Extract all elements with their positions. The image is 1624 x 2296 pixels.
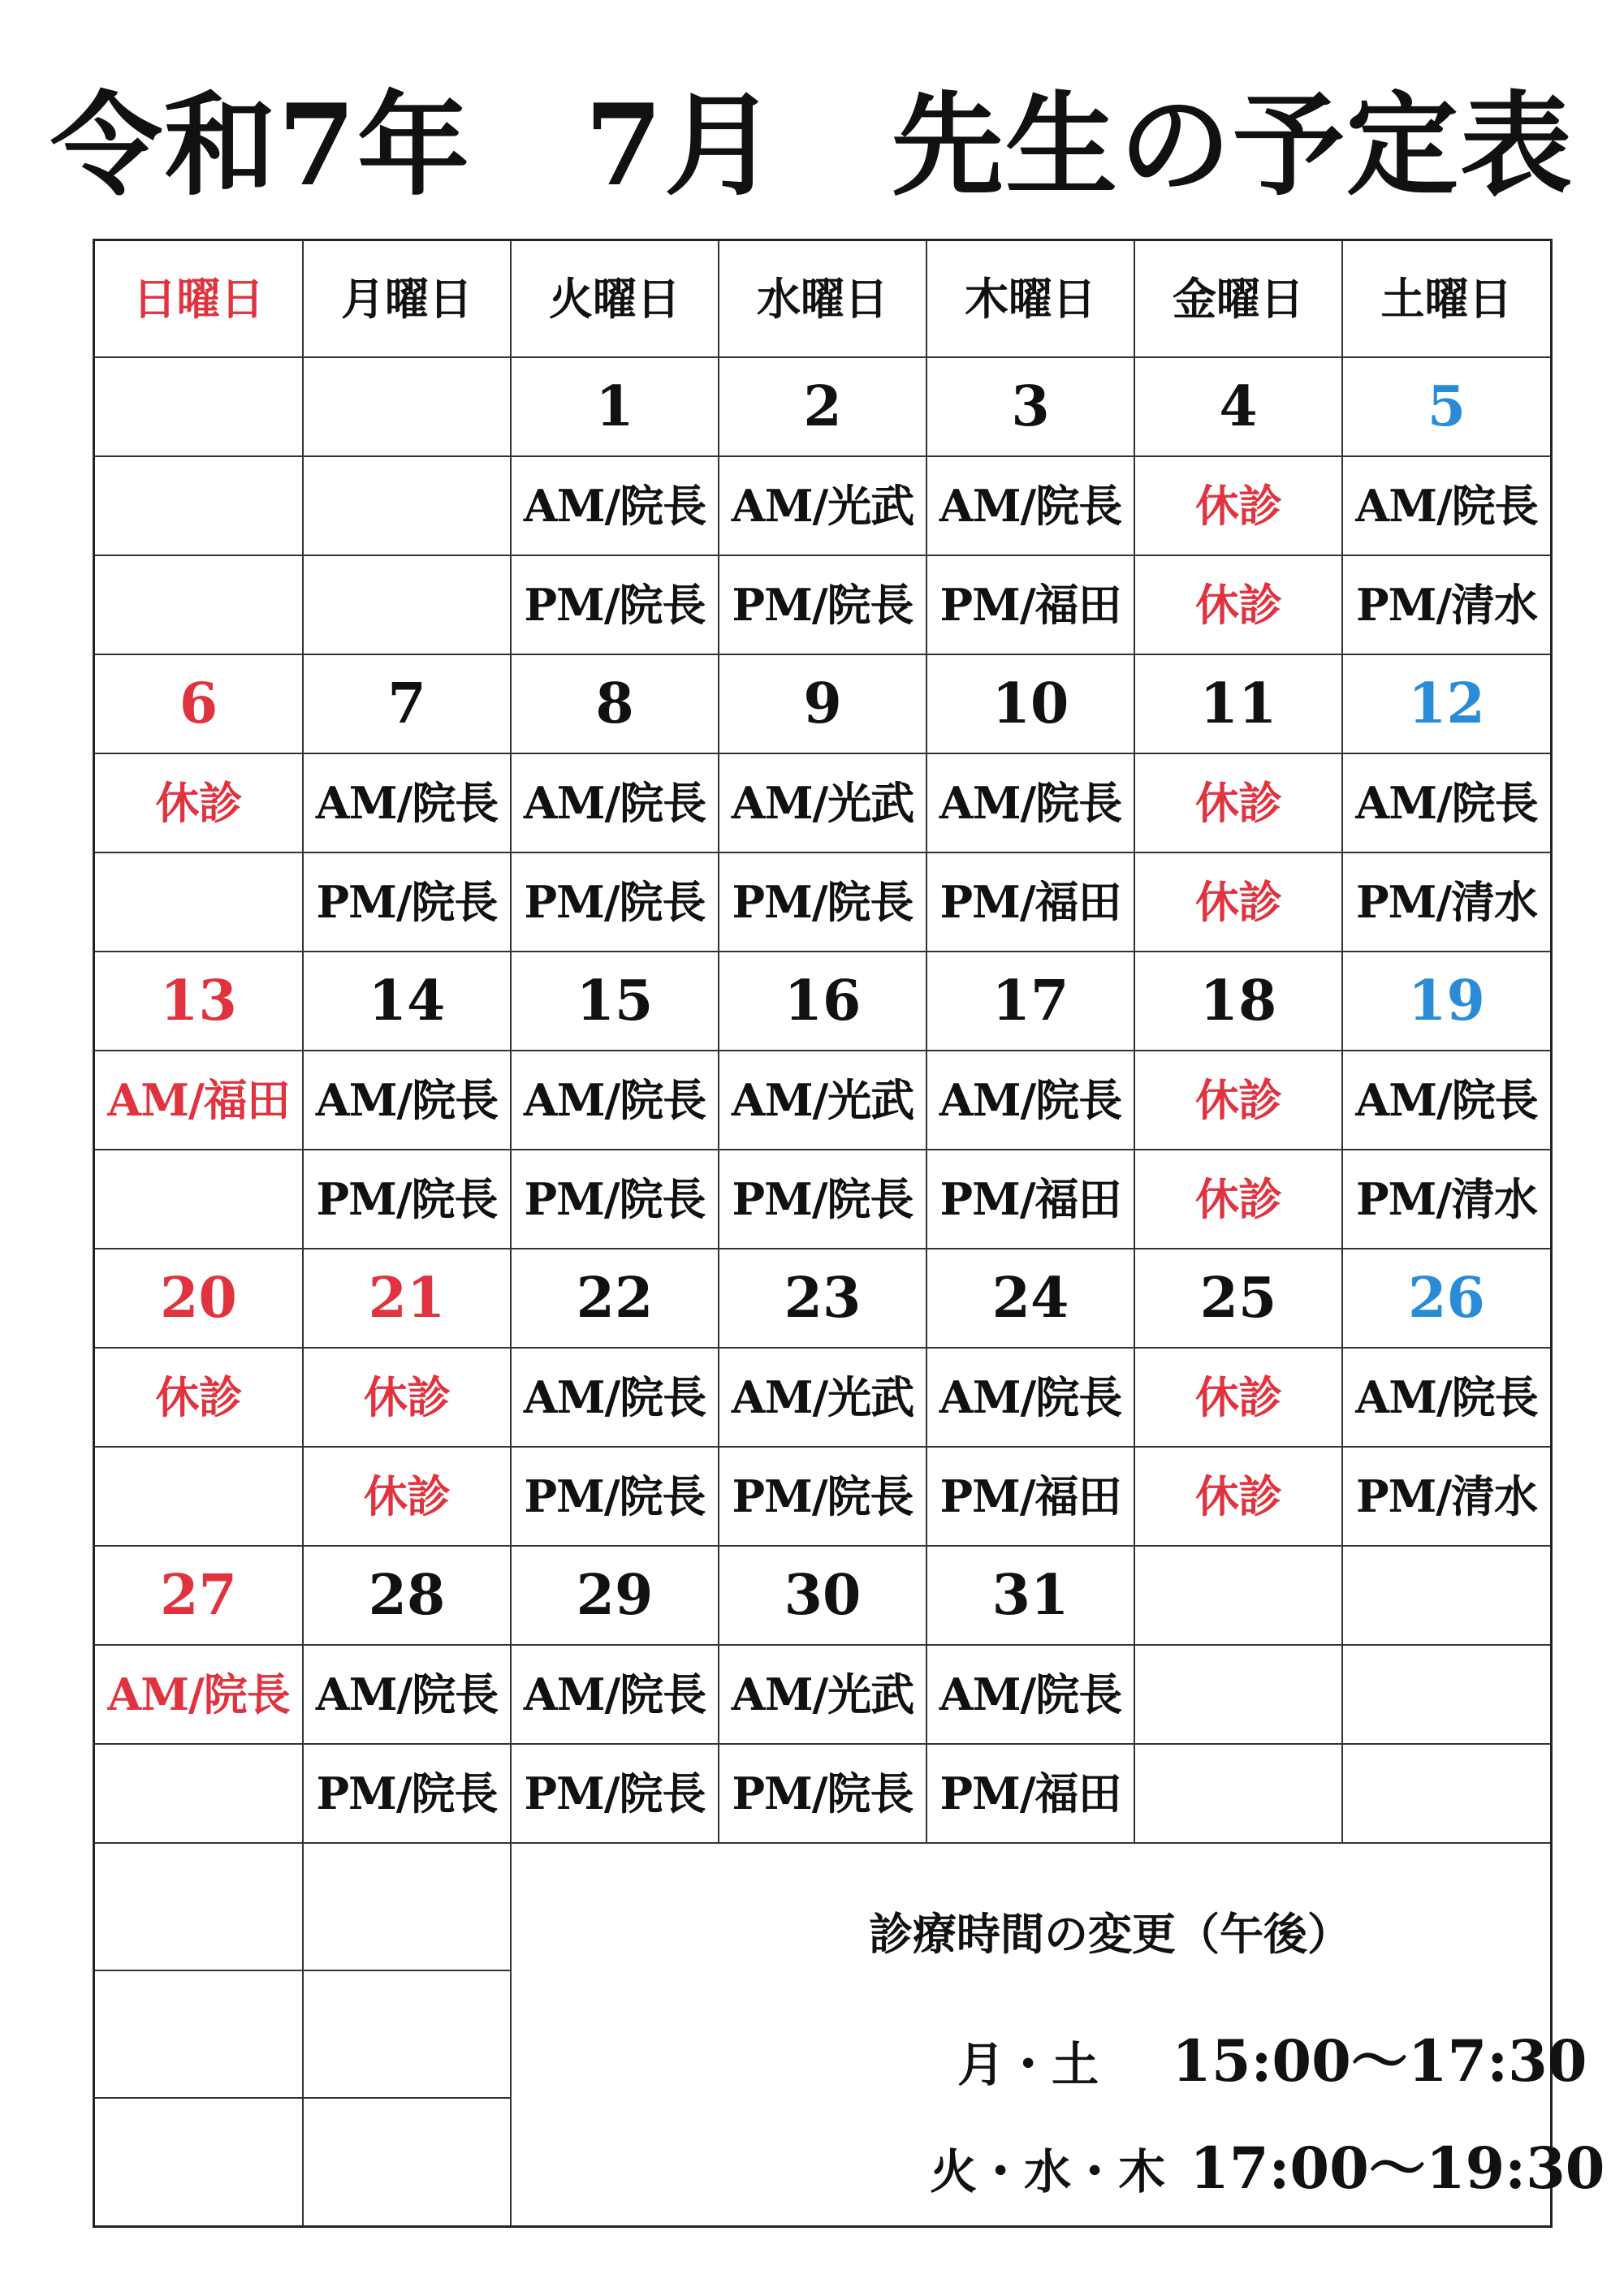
day-number: 10 — [926, 654, 1134, 753]
day-number — [1341, 1545, 1550, 1644]
empty-footer-cell — [302, 1970, 510, 2097]
am-entry: AM/院長 — [1341, 753, 1550, 852]
pm-entry: PM/院長 — [718, 1149, 926, 1248]
hours-row-tue-wed-thu — [921, 2127, 1605, 2202]
am-entry: AM/院長 — [926, 1050, 1134, 1149]
weekday-header: 日曜日 — [132, 273, 265, 325]
pm-entry: 休診 — [1134, 555, 1341, 654]
pm-entry: PM/院長 — [718, 555, 926, 654]
pm-entry: PM/福田 — [926, 1446, 1134, 1545]
am-entry: AM/光武 — [718, 1644, 926, 1743]
pm-entry: PM/院長 — [718, 852, 926, 951]
pm-entry: PM/清水 — [1341, 555, 1550, 654]
am-entry: AM/院長 — [302, 1644, 510, 1743]
day-number: 12 — [1341, 654, 1550, 753]
pm-entry: PM/院長 — [302, 852, 510, 951]
am-entry: AM/院長 — [926, 1347, 1134, 1446]
am-entry: 休診 — [1134, 753, 1341, 852]
day-number: 3 — [926, 356, 1134, 455]
empty-footer-cell — [302, 1842, 510, 1970]
hours-time: 15:00～17:30 — [1172, 2027, 1587, 2095]
day-number: 8 — [510, 654, 718, 753]
am-entry: AM/福田 — [95, 1050, 302, 1149]
pm-entry — [302, 555, 510, 654]
weekday-header: 水曜日 — [718, 241, 926, 356]
am-entry: AM/院長 — [510, 455, 718, 555]
day-number: 25 — [1134, 1248, 1341, 1347]
pm-entry: PM/福田 — [926, 1743, 1134, 1842]
pm-entry: PM/院長 — [302, 1149, 510, 1248]
day-number: 15 — [510, 951, 718, 1050]
day-number — [95, 356, 302, 455]
day-number: 6 — [95, 654, 302, 753]
pm-entry: PM/院長 — [510, 555, 718, 654]
weekday-header: 木曜日 — [926, 241, 1134, 356]
day-number — [1134, 1545, 1341, 1644]
am-entry: AM/院長 — [926, 1644, 1134, 1743]
pm-entry — [95, 1446, 302, 1545]
am-entry: 休診 — [95, 753, 302, 852]
hours-row-mon-sat — [948, 2020, 1587, 2095]
pm-entry: PM/院長 — [510, 1743, 718, 1842]
hours-days: 月・土 — [957, 2037, 1099, 2092]
empty-footer-cell — [95, 1970, 302, 2097]
am-entry — [95, 455, 302, 555]
am-entry: 休診 — [1134, 1347, 1341, 1446]
pm-entry: PM/院長 — [718, 1743, 926, 1842]
am-entry: AM/院長 — [1341, 1347, 1550, 1446]
day-number: 28 — [302, 1545, 510, 1644]
pm-entry: PM/清水 — [1341, 1446, 1550, 1545]
pm-entry — [1134, 1743, 1341, 1842]
am-entry: AM/院長 — [510, 1050, 718, 1149]
page-title: 令和7年 7月 先生の予定表 — [50, 79, 1574, 211]
empty-footer-cell — [302, 2097, 510, 2225]
day-number: 29 — [510, 1545, 718, 1644]
weekday-header: 土曜日 — [1341, 241, 1550, 356]
am-entry: 休診 — [302, 1347, 510, 1446]
am-entry: AM/院長 — [926, 455, 1134, 555]
day-number: 9 — [718, 654, 926, 753]
pm-entry: PM/院長 — [718, 1446, 926, 1545]
day-number: 23 — [718, 1248, 926, 1347]
am-entry: AM/院長 — [302, 753, 510, 852]
day-number: 14 — [302, 951, 510, 1050]
weekday-header: 金曜日 — [1134, 241, 1341, 356]
pm-entry: PM/院長 — [302, 1743, 510, 1842]
day-number: 20 — [95, 1248, 302, 1347]
pm-entry: 休診 — [1134, 1149, 1341, 1248]
am-entry: AM/院長 — [302, 1050, 510, 1149]
am-entry — [302, 455, 510, 555]
am-entry — [1341, 1644, 1550, 1743]
am-entry: AM/光武 — [718, 455, 926, 555]
pm-entry: 休診 — [302, 1446, 510, 1545]
day-number: 7 — [302, 654, 510, 753]
weekday-header: 月曜日 — [302, 241, 510, 356]
hours-time: 17:00～19:30 — [1190, 2134, 1605, 2202]
day-number: 17 — [926, 951, 1134, 1050]
pm-entry: PM/福田 — [926, 852, 1134, 951]
am-entry — [1134, 1644, 1341, 1743]
am-entry: AM/院長 — [926, 753, 1134, 852]
pm-entry: PM/院長 — [510, 1446, 718, 1545]
pm-entry: PM/院長 — [510, 1149, 718, 1248]
day-number: 5 — [1341, 356, 1550, 455]
am-entry: 休診 — [1134, 1050, 1341, 1149]
day-number: 24 — [926, 1248, 1134, 1347]
day-number: 11 — [1134, 654, 1341, 753]
pm-entry: 休診 — [1134, 1446, 1341, 1545]
pm-entry — [1341, 1743, 1550, 1842]
day-number: 30 — [718, 1545, 926, 1644]
am-entry: AM/院長 — [95, 1644, 302, 1743]
am-entry: 休診 — [1134, 455, 1341, 555]
hours-days: 火・水・木 — [930, 2144, 1166, 2199]
am-entry: AM/院長 — [1341, 455, 1550, 555]
am-entry: AM/院長 — [1341, 1050, 1550, 1149]
am-entry: AM/院長 — [510, 1644, 718, 1743]
pm-entry — [95, 852, 302, 951]
empty-footer-cell — [95, 1842, 302, 1970]
pm-entry: PM/清水 — [1341, 1149, 1550, 1248]
am-entry: 休診 — [95, 1347, 302, 1446]
day-number: 2 — [718, 356, 926, 455]
am-entry: AM/院長 — [510, 753, 718, 852]
day-number: 26 — [1341, 1248, 1550, 1347]
day-number: 13 — [95, 951, 302, 1050]
am-entry: AM/光武 — [718, 1050, 926, 1149]
pm-entry: 休診 — [1134, 852, 1341, 951]
pm-entry: PM/福田 — [926, 1149, 1134, 1248]
day-number: 22 — [510, 1248, 718, 1347]
day-number: 4 — [1134, 356, 1341, 455]
day-number: 21 — [302, 1248, 510, 1347]
day-number: 1 — [510, 356, 718, 455]
hours-change-heading: 診療時間の変更（午後） — [869, 1908, 1351, 1960]
pm-entry — [95, 1743, 302, 1842]
pm-entry — [95, 555, 302, 654]
day-number: 19 — [1341, 951, 1550, 1050]
pm-entry: PM/福田 — [926, 555, 1134, 654]
pm-entry — [95, 1149, 302, 1248]
day-number: 27 — [95, 1545, 302, 1644]
day-number: 18 — [1134, 951, 1341, 1050]
pm-entry: PM/院長 — [510, 852, 718, 951]
day-number: 16 — [718, 951, 926, 1050]
am-entry: AM/光武 — [718, 1347, 926, 1446]
am-entry: AM/院長 — [510, 1347, 718, 1446]
pm-entry: PM/清水 — [1341, 852, 1550, 951]
empty-footer-cell — [95, 2097, 302, 2225]
day-number: 31 — [926, 1545, 1134, 1644]
day-number — [302, 356, 510, 455]
weekday-header: 火曜日 — [510, 241, 718, 356]
am-entry: AM/光武 — [718, 753, 926, 852]
